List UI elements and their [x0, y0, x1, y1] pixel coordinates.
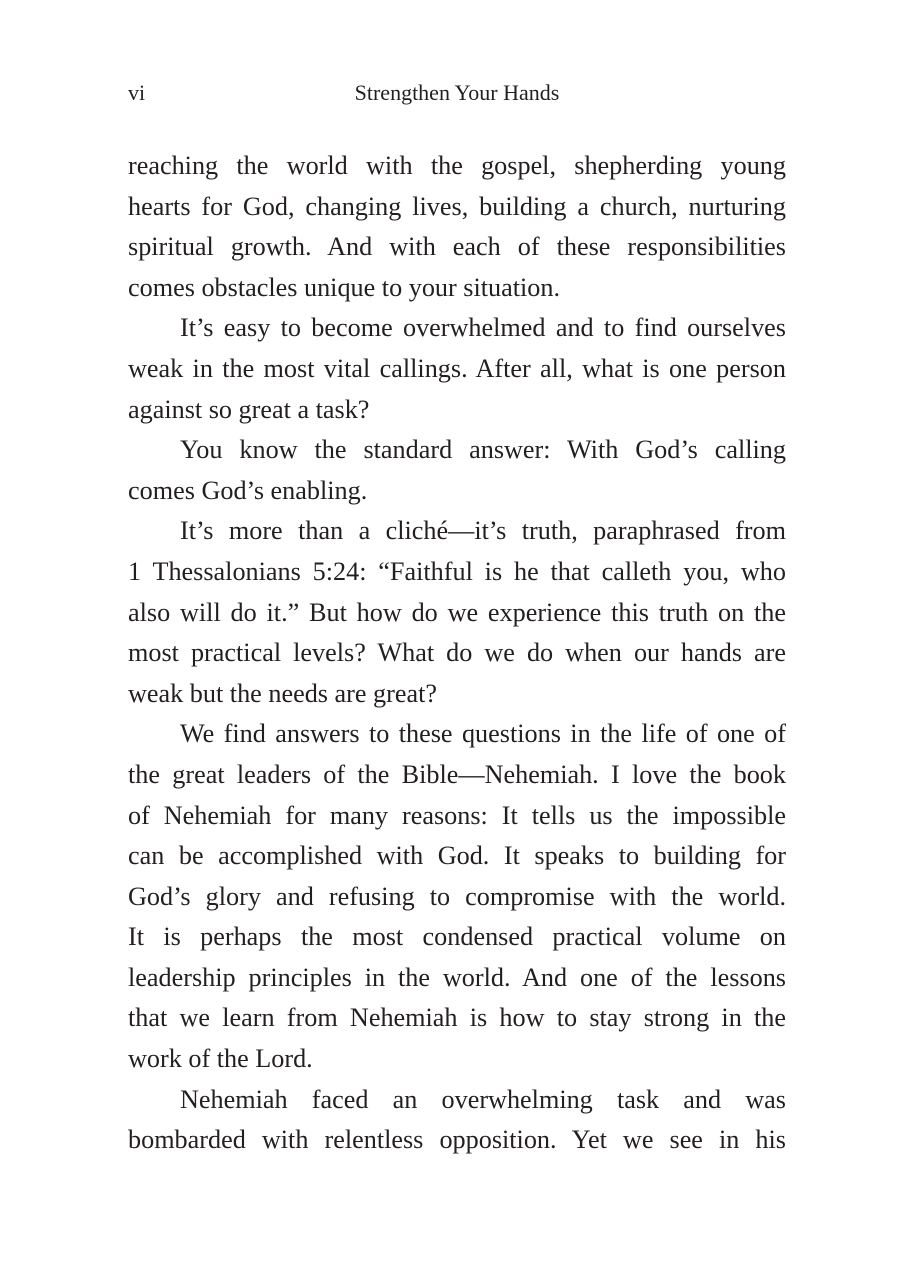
- paragraph: [128, 511, 786, 714]
- text-line: the great leaders of the Bible—Nehemiah. I love the book: [128, 759, 786, 789]
- text-line: It is perhaps the most condensed practical volume on: [128, 922, 786, 952]
- text-line: It’s more than a cliché—it’s truth, paraphrased from: [180, 516, 786, 546]
- text-line: that we learn from Nehemiah is how to stay strong in the: [128, 1003, 786, 1033]
- text-line: of Nehemiah for many reasons: It tells us the impossible: [128, 800, 786, 830]
- text-line: leadership principles in the world. And one of the lessons: [128, 962, 786, 992]
- text-line: It’s easy to become overwhelmed and to find ourselves: [180, 313, 786, 343]
- text-line: spiritual growth. And with each of these responsibilities: [128, 232, 786, 262]
- text-line: weak but the needs are great?: [128, 678, 437, 708]
- paragraph: [128, 1080, 786, 1161]
- text-line: reaching the world with the gospel, shepherding young: [128, 151, 786, 180]
- text-line: bombarded with relentless opposition. Yet we see in his: [128, 1125, 786, 1155]
- text-line: comes God’s enabling.: [128, 475, 368, 505]
- paragraph: [128, 308, 786, 430]
- text-line: We find answers to these questions in the life of one of: [180, 719, 786, 749]
- text-line: God’s glory and refusing to compromise with the world.: [128, 881, 786, 911]
- text-line: comes obstacles unique to your situation.: [128, 272, 561, 302]
- text-line: also will do it.” But how do we experience this truth on the: [128, 597, 786, 627]
- text-line: 1 Thessalonians 5:24: “Faithful is he that calleth you, who: [128, 556, 786, 586]
- text-line: work of the Lord.: [128, 1044, 313, 1074]
- text-line: hearts for God, changing lives, building a church, nurturing: [128, 191, 786, 221]
- paragraph: [128, 146, 786, 308]
- text-line: weak in the most vital callings. After all, what is one person: [128, 353, 786, 383]
- body-text: [128, 146, 786, 1161]
- text-line: You know the standard answer: With God’s calling: [180, 435, 786, 465]
- text-line: most practical levels? What do we do when our hands are: [128, 638, 786, 668]
- text-line: Nehemiah faced an overwhelming task and was: [180, 1084, 786, 1114]
- text-line: against so great a task?: [128, 394, 370, 424]
- paragraph: [128, 714, 786, 1079]
- running-title: Strengthen Your Hands: [354, 80, 560, 105]
- paragraph: [128, 430, 786, 511]
- page-number: vi: [128, 80, 146, 105]
- text-line: can be accomplished with God. It speaks to building for: [128, 841, 786, 871]
